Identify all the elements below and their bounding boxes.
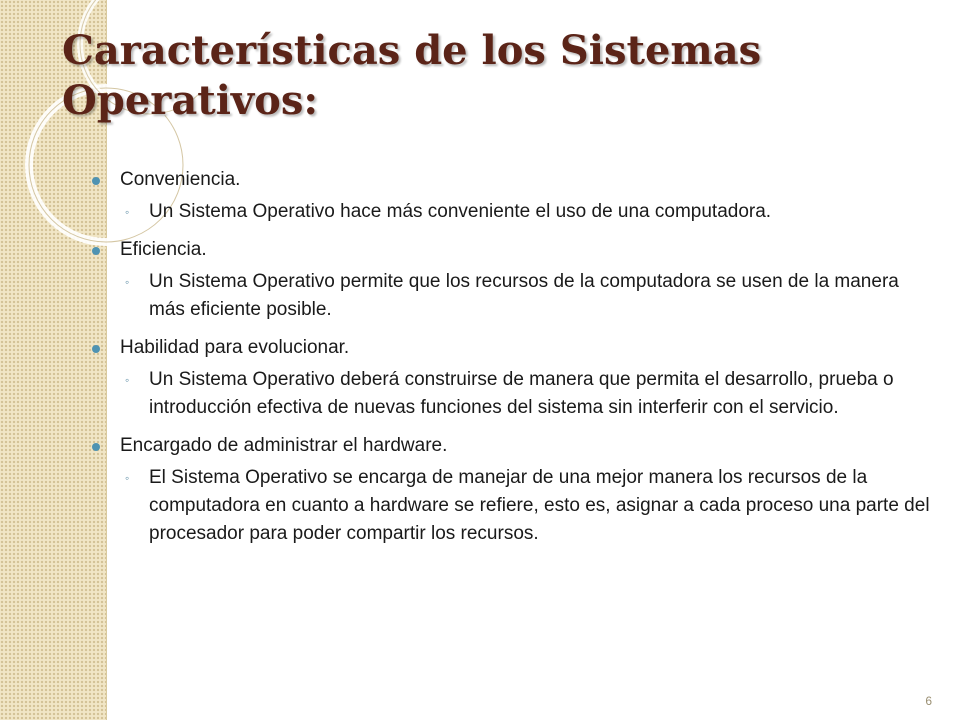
bullet-dot-icon [92,345,100,353]
bullet-dot-icon [92,177,100,185]
sub-bullet-text: Un Sistema Operativo permite que los recursos de la computadora se usen de la manera más eficiente posible. [149,271,899,320]
sub-bullet-ring-icon: ◦ [125,373,130,387]
sub-bullet-text: El Sistema Operativo se encarga de manejar de una mejor manera los recursos de la computadora en cuanto a hardware se refiere, esto es, asignar a cada proceso una parte del procesador para poder compartir los recursos. [149,467,930,544]
bullet-dot-icon [92,247,100,255]
bullet-heading: Eficiencia. [120,239,207,260]
sub-bullet-text: Un Sistema Operativo deberá construirse de manera que permita el desarrollo, prueba o introducción efectiva de nuevas funciones del sistema sin interferir con el servicio. [149,369,894,418]
slide-number: 6 [925,694,932,708]
sub-bullet-text: Un Sistema Operativo hace más conveniente el uso de una computadora. [149,201,772,222]
sub-bullet-ring-icon: ◦ [125,205,130,219]
bullet-item [92,432,932,460]
bullet-item [92,334,932,362]
sub-bullet-ring-icon: ◦ [125,275,130,289]
sub-bullet-item [92,268,932,324]
bullet-heading: Encargado de administrar el hardware. [120,435,448,456]
sub-bullet-item [92,464,932,548]
slide-content [92,166,932,558]
bullet-item [92,236,932,264]
bullet-dot-icon [92,443,100,451]
bullet-heading: Habilidad para evolucionar. [120,337,350,358]
bullet-heading: Conveniencia. [120,169,241,190]
sub-bullet-ring-icon: ◦ [125,471,130,485]
slide-title: Características de los Sistemas Operativos: [62,27,762,124]
bullet-item [92,166,932,194]
sub-bullet-item [92,366,932,422]
sub-bullet-item [92,198,932,226]
